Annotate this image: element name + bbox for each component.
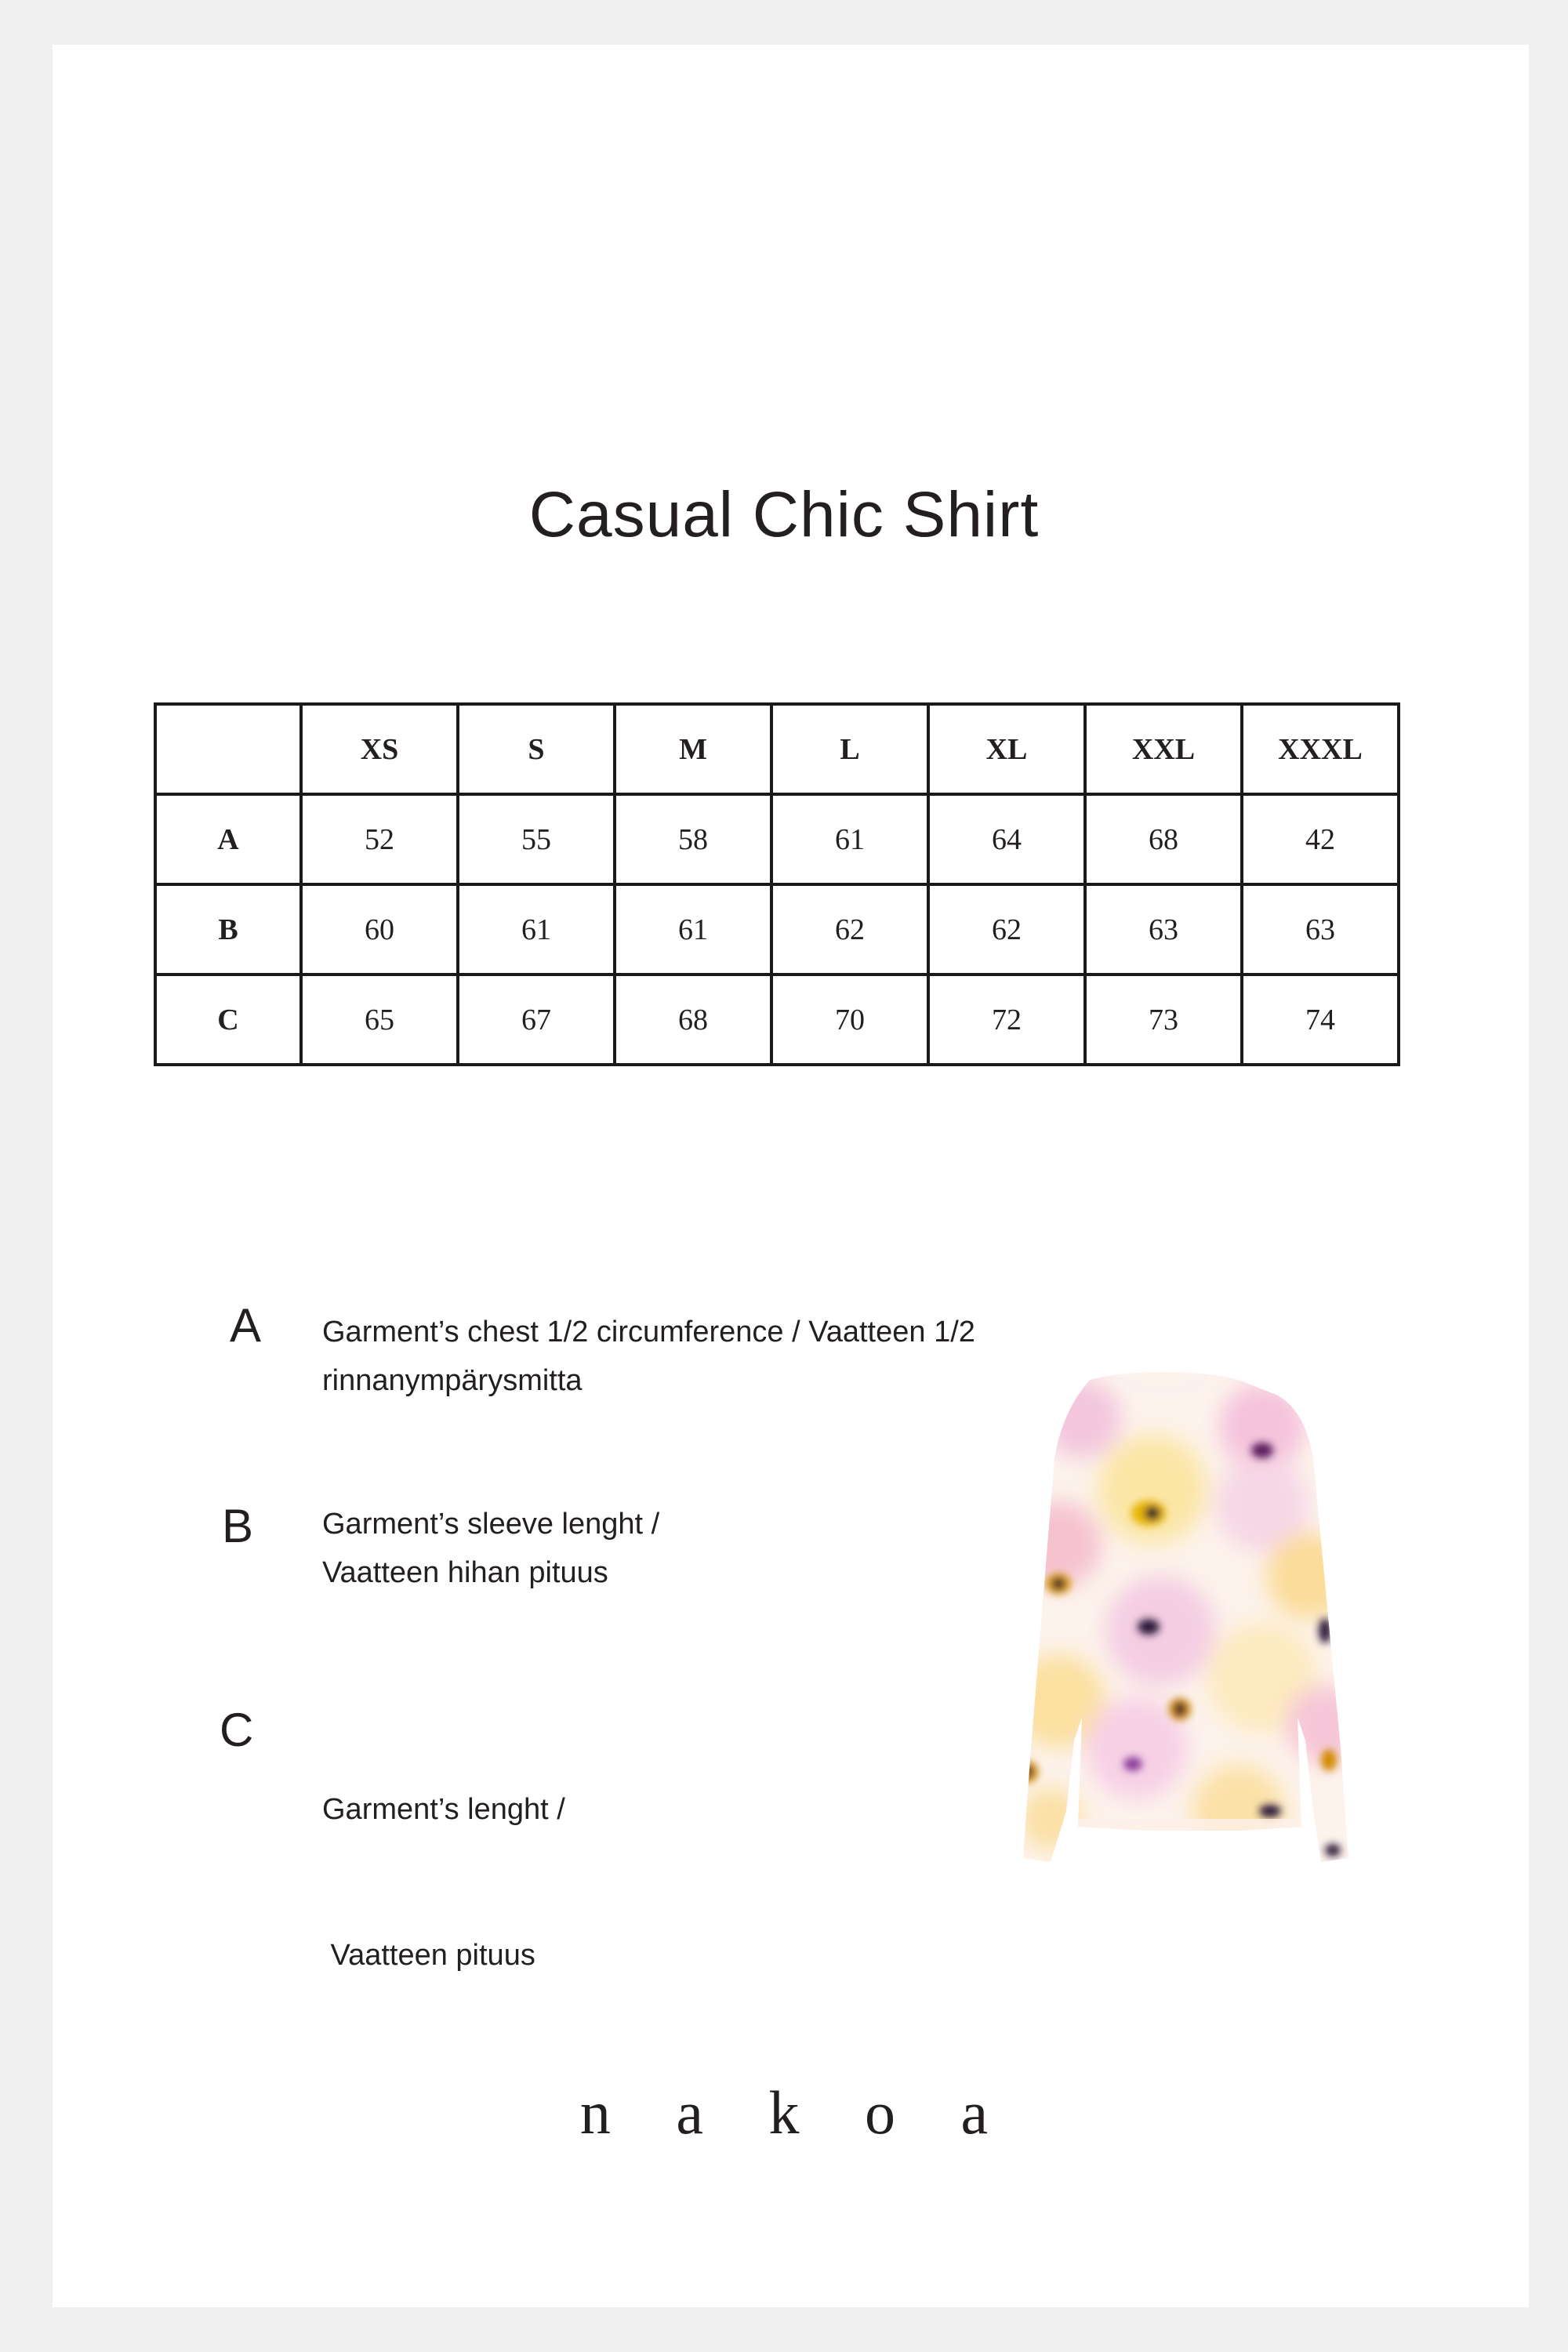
table-row [155, 884, 1399, 975]
table-cell: 58 [615, 794, 771, 884]
table-cell: 52 [301, 794, 458, 884]
legend-letter-a: A [230, 1299, 262, 1352]
table-cell: 73 [1085, 975, 1242, 1065]
legend-line: Garment’s chest 1/2 circumference / Vaatteen 1/2 [322, 1316, 975, 1348]
size-header: XS [301, 704, 458, 794]
table-cell: 42 [1242, 794, 1399, 884]
legend-line: Garment’s sleeve lenght / [322, 1508, 660, 1541]
page-card [53, 45, 1529, 2307]
table-cell: 64 [928, 794, 1085, 884]
table-cell: 72 [928, 975, 1085, 1065]
legend-line: Vaatteen pituus [322, 1939, 535, 1972]
size-header: M [615, 704, 771, 794]
table-cell: 60 [301, 884, 458, 975]
legend-line: Vaatteen hihan pituus [322, 1556, 608, 1589]
size-table [154, 702, 1400, 1066]
legend-line: Garment’s lenght / [322, 1793, 565, 1826]
table-header-row [155, 704, 1399, 794]
table-cell: 55 [458, 794, 615, 884]
legend-letter-c: C [220, 1704, 254, 1756]
table-cell: 62 [928, 884, 1085, 975]
brand-logo: n a k o a [579, 2078, 1014, 2147]
table-cell: 63 [1085, 884, 1242, 975]
legend-text-b [322, 1500, 659, 1597]
table-cell: 68 [1085, 794, 1242, 884]
size-header: XXL [1085, 704, 1242, 794]
table-cell: 67 [458, 975, 615, 1065]
size-header: L [771, 704, 928, 794]
table-cell: 61 [771, 794, 928, 884]
size-header: XL [928, 704, 1085, 794]
table-row [155, 794, 1399, 884]
size-header: S [458, 704, 615, 794]
table-cell: 62 [771, 884, 928, 975]
table-cell: 65 [301, 975, 458, 1065]
table-cell: 61 [615, 884, 771, 975]
page-title: Casual Chic Shirt [528, 478, 1040, 550]
sweater-product-image [1004, 1372, 1372, 1866]
row-label: A [155, 794, 301, 884]
table-cell: 68 [615, 975, 771, 1065]
row-label: C [155, 975, 301, 1065]
legend-letter-b: B [222, 1500, 254, 1552]
legend-text-c [322, 1688, 565, 2028]
row-label: B [155, 884, 301, 975]
table-corner-cell [155, 704, 301, 794]
legend-line: rinnanympärysmitta [322, 1364, 583, 1397]
table-row [155, 975, 1399, 1065]
table-cell: 70 [771, 975, 928, 1065]
table-cell: 63 [1242, 884, 1399, 975]
size-header: XXXL [1242, 704, 1399, 794]
legend-text-a [322, 1308, 975, 1405]
table-cell: 74 [1242, 975, 1399, 1065]
table-cell: 61 [458, 884, 615, 975]
